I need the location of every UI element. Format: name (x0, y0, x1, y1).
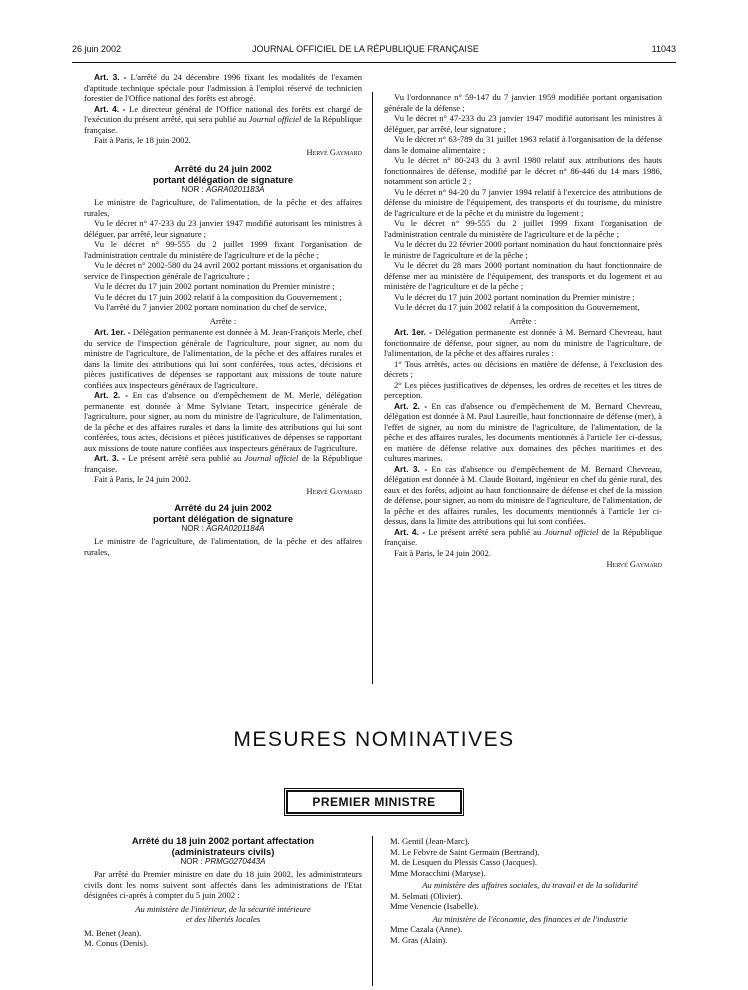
decree-title: Arrêté du 18 juin 2002 portant affectation (administrateurs civils) (131, 835, 315, 857)
signature: Hervé Gaymard (606, 560, 662, 569)
visa-paragraph: Vu le décret du 17 juin 2002 portant nomination du Premier ministre ; (394, 291, 635, 302)
article-3: Art. 3. - En cas d'absence ou d'empêchement de M. Bernard Chevreau, délégation est donnée à M. Claude Boitard, ingénieur en chef du génie rural, des eaux et des forêts, adjoint au haut fonctionnaire de défense et chef de la mission de défense, pour signer, au nom du ministre de l'agriculture, de l'alimentation, de la pêche et des affaires rurales, les documents mentionnés à l'article 1er ci-dessus, dans la limite des attributions qui lui sont confiées. (384, 463, 662, 526)
nor-reference: NOR : AGRA0201183A (181, 185, 265, 194)
article-2: Art. 2. - En cas d'absence ou d'empêchement de M. Bernard Chevreau, délégation est donnée à M. Paul Laureille, haut fonctionnaire de défense (mer), à l'effet de signer, au nom du ministre de l'agriculture, de l'alimentation, de la pêche et des affaires rurales, les documents mentionnés à l'article 1er ci-dessus, en matière de défense relative aux domaines des pêches maritimes et des cultures marines. (384, 400, 662, 463)
decree-intro: Le ministre de l'agriculture, de l'alimentation, de la pêche et des affaires rurales, (84, 536, 362, 557)
visa-paragraph: Vu l'ordonnance n° 59-147 du 7 janvier 1959 modifiée portant organisation générale de la défense ; (384, 92, 662, 113)
decree-text: Par arrêté du Premier ministre en date du 18 juin 2002, les administrateurs civils dont les noms suivent sont affectés dans les administrations de l'Etat désignées ci-après à compter du 5 juin 2002 : (84, 869, 362, 900)
bottom-right-column (390, 836, 670, 945)
arrete-label: Arrête : (209, 315, 237, 326)
names-list (390, 891, 670, 912)
decree-visas (84, 197, 362, 313)
signature: Hervé Gaymard (306, 147, 362, 157)
visa-paragraph: Vu le décret du 22 février 2000 portant nomination du haut fonctionnaire près le ministre de l'agriculture et de la pêche ; (384, 239, 662, 260)
names-list (390, 836, 670, 878)
art3-paragraph: Art. 3. - L'arrêté du 24 décembre 1996 fixant les modalités de l'examen d'aptitude technique spéciale pour l'admission à l'emploi réservé de technicien forestier de l'Office national des forêts est abrogé. (84, 72, 362, 103)
article-2: Art. 2. - En cas d'absence ou d'empêchement de M. Merle, délégation permanente est donnée à Mme Sylviane Tetart, inspectrice générale de l'agriculture, pour signer, au nom du ministre de l'agriculture, de l'alimentation, de la pêche et des affaires rurales et dans la limite des attributions qui lui sont conférées, tous actes, décisions et pièces justificatives de dépenses se rapportant aux missions de toute nature confiées aux inspecteurs généraux de l'agriculture. (84, 390, 362, 453)
list-item: M. Gentil (Jean-Marc). (390, 836, 470, 846)
ministry-box: PREMIER MINISTRE (286, 790, 462, 814)
fait-line: Fait à Paris, le 24 juin 2002. (394, 547, 491, 558)
left-column (84, 72, 362, 557)
visa-paragraph: Vu le décret n° 47-233 du 23 janvier 1947 modifié autorisant les ministres à déléguer, par arrêté, leur signature ; (384, 113, 662, 134)
visa-paragraph: Vu le décret du 28 mars 2000 portant nomination du haut fonctionnaire de défense mer au ministère de l'équipement, des transports et du logement et au ministère de l'agriculture et de la pêche ; (384, 260, 662, 291)
column-divider (372, 836, 373, 986)
list-item: M. de Lesquen du Plessis Casso (Jacques). (390, 857, 538, 867)
header-page-number: 11043 (651, 44, 676, 54)
visa-paragraph: Vu le décret n° 99-555 du 2 juillet 1999 fixant l'organisation de l'administration centrale du ministère de l'agriculture et de la pêche ; (84, 239, 362, 260)
decree-title: Arrêté du 24 juin 2002 portant délégation de signature (152, 163, 294, 185)
ministry-heading: Au ministère des affaires sociales, du travail et de la solidarité (422, 880, 638, 890)
names-list (84, 928, 362, 949)
list-item: 2° Les pièces justificatives de dépenses, les ordres de recettes et les titres de perception. (384, 379, 662, 400)
ministry-heading: Au ministère de l'intérieur, de la sécurité intérieure et des libertés locales (135, 903, 311, 924)
art4-paragraph: Art. 4. - Le directeur général de l'Office national des forêts est chargé de l'exécution du présent arrêté, qui sera publié au Journal officiel de la République française. (84, 103, 362, 135)
visa-paragraph: Vu le décret n° 99-555 du 2 juillet 1999 fixant l'organisation de l'administration centrale du ministère de l'agriculture et de la pêche ; (384, 218, 662, 239)
header-rule (72, 62, 676, 63)
article-1: Art. 1er. - Délégation permanente est donnée à M. Bernard Chevreau, haut fonctionnaire de défense, pour signer, au nom du ministre de l'agriculture, de l'alimentation, de la pêche et des affaires rurales : (384, 327, 662, 358)
nor-reference: NOR : AGRA0201184A (181, 524, 265, 533)
visa-paragraph: Vu le décret n° 94-20 du 7 janvier 1994 relatif à l'exercice des attributions de défense du ministre de l'équipement, des transports et du tourisme, du ministre de l'agriculture et de la pêche et du ministre du logement ; (384, 186, 662, 218)
right-column (384, 92, 662, 574)
fait-line: Fait à Paris, le 18 juin 2002. (94, 135, 191, 145)
signature: Hervé Gaymard (306, 486, 362, 496)
visa-paragraph: Vu le décret n° 80-243 du 3 avril 1980 relatif aux attributions des hauts fonctionnaires de défense, modifié par le décret n° 86-446 du 14 mars 1986, notamment son article 2 ; (384, 155, 662, 186)
section-heading: MESURES NOMINATIVES (233, 728, 515, 751)
article-4: Art. 4. - Le présent arrêté sera publié au Journal officiel de la République française. (384, 526, 663, 547)
visa-paragraph: Vu le décret du 17 juin 2002 relatif à la composition du Gouvernement ; (94, 291, 342, 302)
nor-reference: NOR : PRMG0270443A (180, 857, 266, 866)
list-item: M. Conus (Denis). (84, 938, 148, 948)
visa-paragraph: Vu l'arrêté du 7 janvier 2002 portant nomination du chef de service, (94, 302, 327, 312)
visa-paragraph: Vu le décret du 17 juin 2002 relatif à la composition du Gouvernement, (394, 302, 640, 312)
header-journal-title: JOURNAL OFFICIEL DE LA RÉPUBLIQUE FRANÇAISE (252, 44, 479, 54)
decree-visas (384, 92, 662, 313)
article-3: Art. 3. - Le présent arrêté sera publié au Journal officiel de la République française. (84, 453, 363, 474)
fait-line: Fait à Paris, le 24 juin 2002. (94, 474, 191, 484)
visa-paragraph: Vu le décret n° 63-789 du 31 juillet 1963 relatif à l'organisation de la défense dans le domaine alimentaire ; (384, 134, 662, 155)
visa-paragraph: Vu le décret n° 2002-580 du 24 avril 2002 portant missions et organisation du service de l'inspection générale de l'agriculture ; (84, 260, 362, 281)
list-item: Mme Venencie (Isabelle). (390, 901, 479, 911)
ministry-heading: Au ministère de l'économie, des finances et de l'industrie (432, 913, 628, 924)
column-divider (372, 92, 373, 684)
list-item: 1° Tous arrêtés, actes ou décisions en matière de défense, à l'exclusion des décrets ; (384, 358, 662, 379)
list-item: M. Selmati (Olivier). (390, 890, 463, 901)
visa-paragraph: Vu le décret n° 47-233 du 23 janvier 1947 modifié autorisant les ministres à déléguer, par arrêté, leur signature ; (84, 218, 362, 239)
bottom-left-column (84, 836, 362, 949)
names-list (390, 924, 670, 945)
header-date: 26 juin 2002 (72, 44, 122, 54)
list-item: Mme Cazala (Anne). (390, 924, 463, 934)
list-item: M. Le Febvre de Saint Germain (Bertrand). (390, 846, 540, 857)
visa-paragraph: Le ministre de l'agriculture, de l'alimentation, de la pêche et des affaires rurales, (84, 197, 362, 218)
list-item: Mme Moracchini (Maryse). (390, 867, 486, 878)
visa-paragraph: Vu le décret du 17 juin 2002 portant nomination du Premier ministre ; (94, 281, 335, 291)
list-item: M. Benet (Jean). (84, 927, 142, 938)
arrete-label: Arrête : (509, 315, 537, 326)
list-item: M. Gras (Alain). (390, 934, 448, 945)
page-header (72, 44, 676, 60)
decree-title: Arrêté du 24 juin 2002 portant délégation de signature (152, 502, 294, 524)
article-1: Art. 1er. - Délégation permanente est donnée à M. Jean-François Merle, chef du service de l'inspection générale de l'agriculture, pour signer, au nom du ministre de l'agriculture, de l'alimentation, de la pêche et des affaires rurales et dans la limite des attributions qui lui sont conférées, tous actes, décisions et pièces justificatives de dépenses se rapportant aux missions de toute nature confiées aux inspecteurs généraux de l'agriculture. (84, 327, 362, 390)
